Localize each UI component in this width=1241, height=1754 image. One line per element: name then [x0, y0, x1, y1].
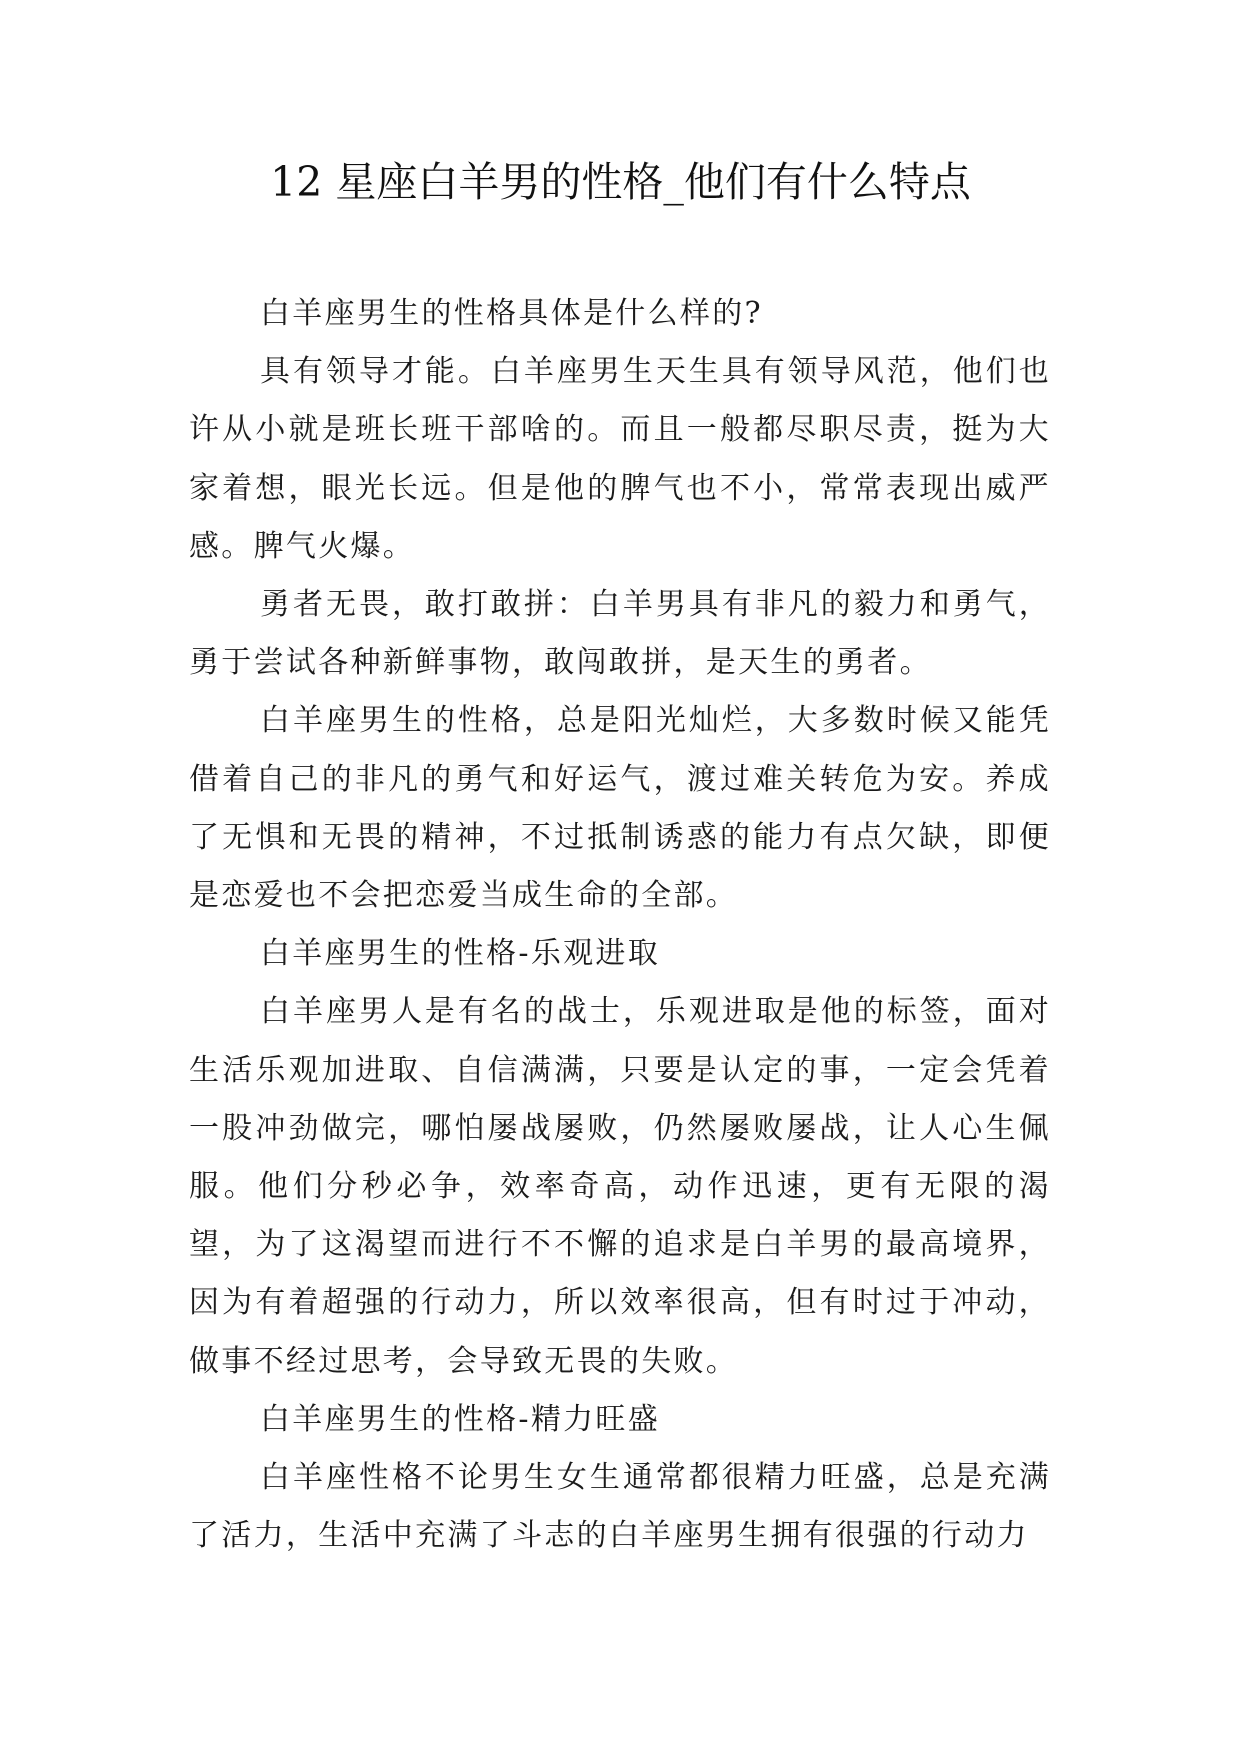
section-heading-optimism: 白羊座男生的性格-乐观进取 — [260, 936, 661, 972]
paragraph-sunny-personality: 白羊座男生的性格，总是阳光灿烂，大多数时候又能凭借着自己的非凡的勇气和好运气，渡过难关转危为安。养成了无惧和无畏的精神，不过抵制诱惑的能力有点欠缺，即便是恋爱也不会把恋爱当成生命的全部。 — [189, 703, 1051, 914]
paragraph-leadership: 具有领导才能。白羊座男生天生具有领导风范，他们也许从小就是班长班干部啥的。而且一般都尽职尽责，挺为大家着想，眼光长远。但是他的脾气也不小，常常表现出威严感。脾气火爆。 — [189, 354, 1051, 564]
paragraph-question: 白羊座男生的性格具体是什么样的? — [260, 296, 763, 331]
paragraph-optimism: 白羊座男人是有名的战士，乐观进取是他的标签，面对生活乐观加进取、自信满满，只要是认定的事，一定会凭着一股冲劲做完，哪怕屡战屡败，仍然屡败屡战，让人心生佩服。他们分秒必争，效率奇高，动作迅速，更有无限的渴望，为了这渴望而进行不不懈的追求是白羊男的最高境界，因为有着超强的行动力，所以效率很高，但有时过于冲动，做事不经过思考，会导致无畏的失败。 — [189, 994, 1051, 1379]
paragraph-energy: 白羊座性格不论男生女生通常都很精力旺盛，总是充满了活力，生活中充满了斗志的白羊座男生拥有很强的行动力 — [189, 1460, 1051, 1554]
document-title: 12 星座白羊男的性格_他们有什么特点 — [270, 158, 971, 206]
document-body — [189, 285, 1051, 1565]
section-heading-energy: 白羊座男生的性格-精力旺盛 — [260, 1401, 661, 1437]
paragraph-courage: 勇者无畏，敢打敢拼：白羊男具有非凡的毅力和勇气，勇于尝试各种新鲜事物，敢闯敢拼，是天生的勇者。 — [189, 587, 1051, 681]
